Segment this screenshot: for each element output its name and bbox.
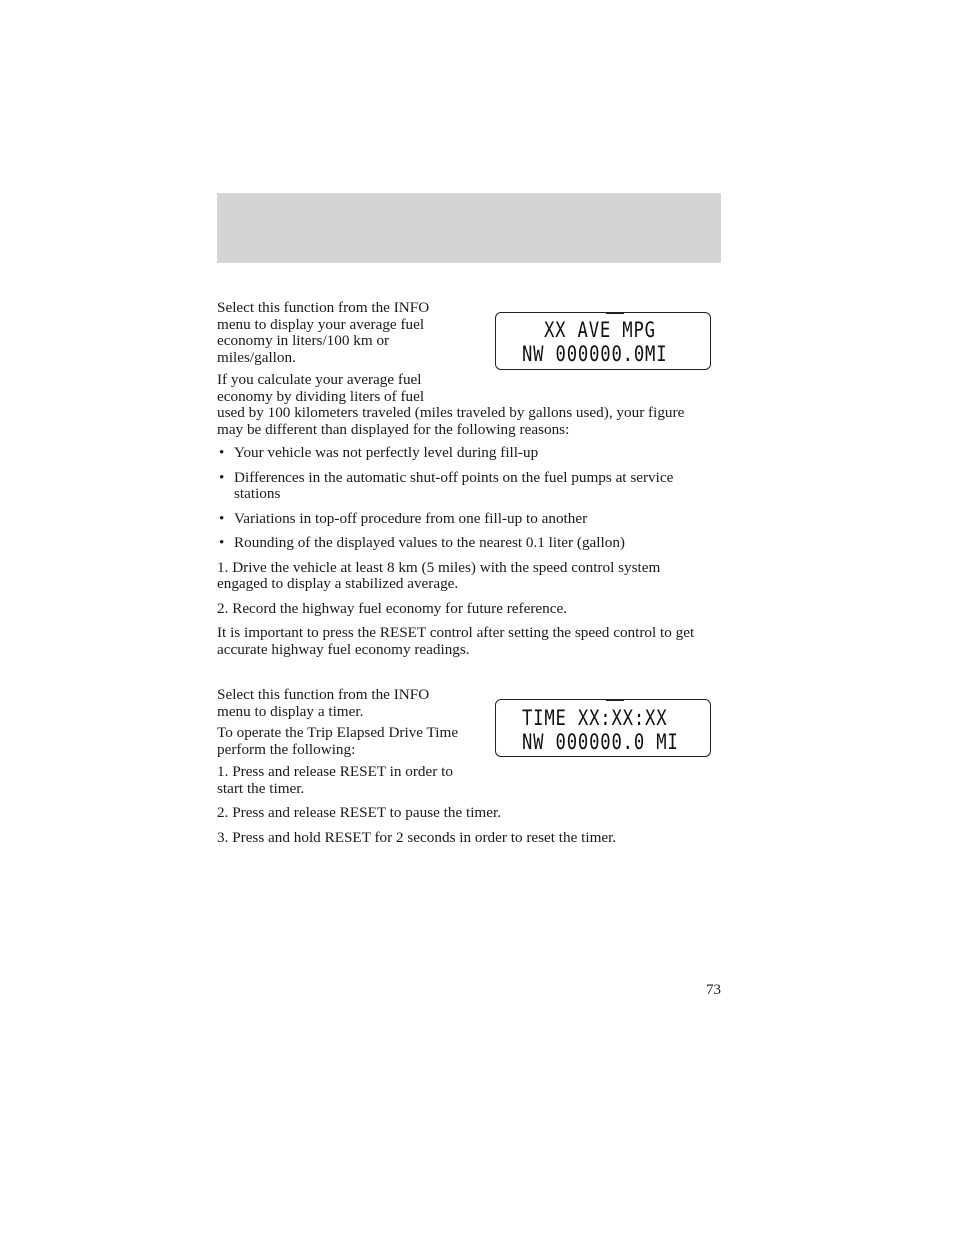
list-item: • Your vehicle was not perfectly level during fill-up [219,444,539,461]
bullet-icon: • [219,444,225,461]
timer-step-1: 1. Press and release RESET in order to start the timer. [217,763,453,797]
average-mpg-display [495,312,711,370]
reset-note: It is important to press the RESET control after setting the speed control to get accurate highway fuel economy readings. [217,624,695,658]
list-item: • Rounding of the displayed values to the nearest 0.1 liter (gallon) [219,534,625,551]
section-header-band [217,193,721,263]
calculation-paragraph-end: used by 100 kilometers traveled (miles traveled by gallons used), your figure may be different than displayed for the following reasons: [217,404,685,438]
step-2: 2. Record the highway fuel economy for future reference. [217,599,568,617]
list-item: • Differences in the automatic shut-off points on the fuel pumps at service stations [219,468,674,502]
timer-step-2: 2. Press and release RESET to pause the timer. [217,804,502,821]
timer-operate-paragraph: To operate the Trip Elapsed Drive Time perform the following: [217,724,459,758]
bullet-icon: • [219,534,225,551]
bullet-icon: • [219,468,225,486]
timer-intro-paragraph: Select this function from the INFO menu to display a timer. [217,686,430,720]
timer-step-3: 3. Press and hold RESET for 2 seconds in order to reset the timer. [217,828,617,846]
display-line-1: TIME XX:XX:XX [522,706,668,730]
page-number: 73 [706,982,721,998]
trip-timer-display [495,699,711,757]
list-item: • Variations in top-off procedure from one fill-up to another [219,509,588,527]
display-line-1: XX AVE MPG [544,318,656,342]
intro-paragraph: Select this function from the INFO menu to display your average fuel economy in liters/100 km or miles/gallon. [217,299,430,366]
display-line-2: NW 000000.0 MI [522,730,679,754]
step-1: 1. Drive the vehicle at least 8 km (5 miles) with the speed control system engaged to display a stabilized average. [217,558,661,592]
display-line-2: NW 000000.0MI [522,342,668,366]
bullet-icon: • [219,509,225,527]
calculation-paragraph-start: If you calculate your average fuel economy by dividing liters of fuel [217,371,425,405]
